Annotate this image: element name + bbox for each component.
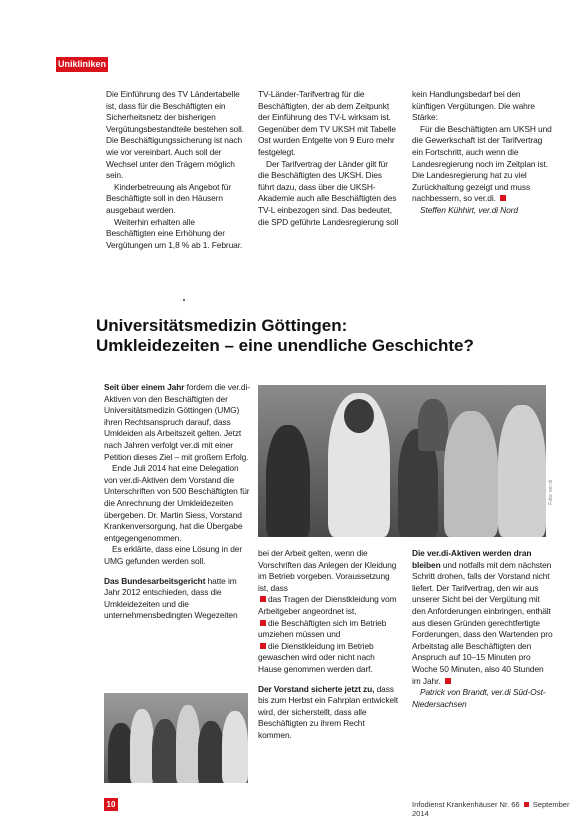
col3-lead-bold: Die ver.di-Aktiven werden dran bleiben bbox=[412, 548, 532, 570]
group-person-4 bbox=[176, 705, 200, 783]
bullet-1-text: das Tragen der Dienstkleidung vom Arbeitgeber angeordnet ist, bbox=[258, 594, 397, 616]
bullet-square-icon bbox=[260, 596, 266, 602]
headline-line-2: Umkleidezeiten – eine unendliche Geschichte? bbox=[96, 336, 474, 355]
top-author: Steffen Kühhirt, ver.di Nord bbox=[420, 204, 518, 215]
article-col2-bullet-2 bbox=[258, 618, 400, 641]
article-author: Patrick von Brandt, ver.di Süd-Ost-Niedersachsen bbox=[412, 687, 546, 709]
photo-person-4 bbox=[418, 399, 448, 451]
article-col2-para-1: bei der Arbeit gelten, wenn die Vorschriften das Anlegen der Kleidung im Betrieb vorgeben. Voraussetzung ist, dass bbox=[258, 548, 397, 593]
col2-vorstand-bold: Der Vorstand sicherte jetzt zu, bbox=[258, 683, 375, 694]
top-column-3 bbox=[412, 89, 554, 217]
footer bbox=[412, 800, 579, 818]
photo-person-1 bbox=[266, 425, 310, 537]
group-person-6 bbox=[222, 711, 248, 783]
article-col1-para-1 bbox=[104, 382, 250, 463]
group-person-5 bbox=[198, 721, 224, 783]
article-column-1 bbox=[104, 382, 250, 622]
page-number: 10 bbox=[104, 798, 118, 811]
article-col3-para-1 bbox=[412, 548, 554, 687]
top-col3-para-1: kein Handlungsbedarf bei den künftigen Vergütungen. Die wahre Stärke: bbox=[412, 89, 535, 123]
article-column-2 bbox=[258, 548, 400, 742]
top-col1-para-3: Weiterhin erhalten alle Beschäftigten eine Erhöhung der Vergütungen um 1,8 % ab 1. Februar. bbox=[106, 216, 243, 250]
group-photo bbox=[104, 693, 248, 783]
col3-lead-text: und notfalls mit dem nächsten Schritt drohen, falls der Vorstand nicht liefert. Der Tarifvertrag, den wir aus unserer Sicht bei der Vergütung mit den Anforderungen einbringen, enthält aus diesen Gründen gerechtfertigte Forderungen, dass den Wartenden pro Arbeitstag alle Beschäftigten den Anspruch auf 10–15 Minuten pro Woche 50 Minuten, also 40 Stunden im Jahr. bbox=[412, 559, 553, 686]
col1-lead-text: fordern die ver.di-Aktiven von den Beschäftigten der Universitätsmedizin Göttingen (UMG) ihren Rechtsanspruch darauf, dass Umkleiden als Arbeitszeit gelten. Jetzt nach Jahren verfolgt ver.di mit einer Petition dieses Ziel – mit großem Erfolg. bbox=[104, 382, 250, 462]
footer-square-icon bbox=[524, 802, 529, 807]
top-col2-para-2: Der Tarifvertrag der Länder gilt für die Beschäftigten des UKSH. Dies führt dazu, dass über die UKSH-Akademie auch alle Beschäftigten des TV-L einbezogen sind. Das bedeutet, die SPD geführte Landesregierung soll bbox=[258, 158, 399, 227]
top-column-1 bbox=[106, 89, 246, 251]
article-col2-bullet-3 bbox=[258, 641, 400, 676]
footer-date: September 2014 bbox=[412, 800, 570, 818]
article-col2-para-2 bbox=[258, 684, 400, 742]
photo-person-5 bbox=[444, 411, 498, 537]
photo-credit: Foto: ver.di bbox=[548, 480, 554, 505]
footer-magazine: Infodienst Krankenhäuser Nr. 66 bbox=[412, 800, 520, 809]
article-col1-para-4 bbox=[104, 576, 250, 622]
bullet-3-text: die Dienstkleidung im Betrieb gewaschen wird oder nicht nach Hause genommen werden darf. bbox=[258, 640, 375, 674]
group-person-2 bbox=[130, 709, 154, 783]
group-person-3 bbox=[152, 719, 178, 783]
article-col1-para-2: Ende Juli 2014 hat eine Delegation von ver.di-Aktiven dem Vorstand die Unterschriften von 500 Beschäftigten für die Anrechnung der Umkleidezeiten übergeben. Dr. Martin Siess, Vorstand Krankenversorgung, hat die Übergabe entgegengenommen. bbox=[104, 463, 250, 543]
bullet-square-icon bbox=[260, 643, 266, 649]
top-col1-para-1: Die Einführung des TV Ländertabelle ist, dass für die Beschäftigten ein Sicherheitsnetz der bisherigen Vergütungsbestandteile bestehen soll. Die Beschäftigungssicherung ist nach wie vor vereinbart. Auch soll der Wechsel unter den Trägern möglich sein. bbox=[106, 89, 244, 181]
photo-head-2 bbox=[344, 399, 374, 433]
end-square-icon bbox=[500, 195, 506, 201]
col1-bag-bold: Das Bundesarbeitsgericht bbox=[104, 575, 206, 586]
top-col1-para-2: Kinderbetreuung als Angebot für Beschäftigte soll in den Häusern ausgebaut werden. bbox=[106, 181, 232, 215]
article-column-3 bbox=[412, 548, 554, 710]
col1-lead-bold: Seit über einem Jahr bbox=[104, 382, 185, 392]
end-square-icon bbox=[445, 678, 451, 684]
main-photo bbox=[258, 385, 546, 537]
top-col2-para-1: TV-Länder-Tarifvertrag für die Beschäftigten, der ab dem Zeitpunkt der Einführung des TV-L wirksam ist. Gegenüber dem TV UKSH mit Tabelle Ost wurden Entgelte von 9 Euro mehr festgelegt. bbox=[258, 89, 396, 157]
section-tab: Unikliniken bbox=[56, 57, 108, 72]
article-headline bbox=[96, 316, 546, 356]
separator-dot bbox=[183, 299, 185, 301]
col2-vorstand-text: dass bis zum Herbst ein Fahrplan entwickelt wird, der sicherstellt, dass alle Beschäftigten zu ihrem Recht kommen. bbox=[258, 683, 399, 740]
col1-bag-text: hatte im Jahr 2012 entschieden, dass die Umkleidezeiten und die unternehmensbedingten Wegezeiten bbox=[104, 575, 238, 621]
photo-person-6 bbox=[498, 405, 546, 537]
top-col3-para-2 bbox=[412, 124, 554, 205]
top-column-2 bbox=[258, 89, 400, 228]
article-col1-para-3: Es erklärte, dass eine Lösung in der UMG gefunden werden soll. bbox=[104, 544, 243, 566]
top-col3-para-2-text: Für die Beschäftigten am UKSH und die Gewerkschaft ist der Tarifvertrag ein Fortschritt, auch wenn die Landesregierung noch im Zeitplan ist. Die Landesregierung hat zu viel Zurückhaltung gezeigt und muss nachbessern, so ver.di. bbox=[412, 123, 552, 204]
headline-line-1: Universitätsmedizin Göttingen: bbox=[96, 316, 348, 335]
article-col2-bullet-1 bbox=[258, 594, 400, 617]
bullet-2-text: die Beschäftigten sich im Betrieb umziehen müssen und bbox=[258, 617, 387, 640]
bullet-square-icon bbox=[260, 620, 266, 626]
